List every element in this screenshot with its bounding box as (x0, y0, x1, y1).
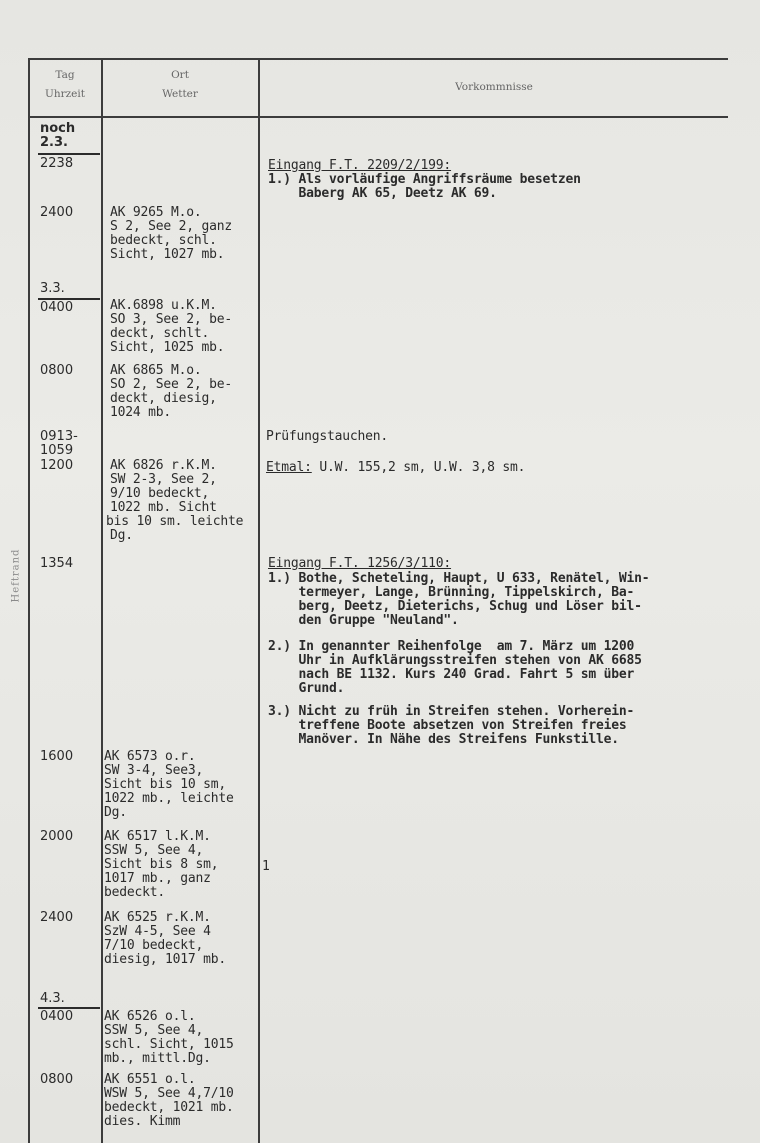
time-1600: 1600 (40, 749, 74, 764)
time-1200: 1200 (40, 458, 74, 473)
event-incoming-message-title: Eingang F.T. 2209/2/199: (268, 158, 452, 173)
margin-label: Heftrand (10, 548, 22, 603)
table-top-rule (28, 58, 728, 60)
time-0400: 0400 (40, 300, 74, 315)
time-2400: 2400 (40, 205, 74, 220)
header-vorkommnisse: Vorkommnisse (455, 81, 533, 93)
header-tag-uhrzeit: Tag Uhrzeit (45, 69, 85, 100)
header-ort-wetter: Ort Wetter (162, 69, 198, 100)
time-2400: 2400 (40, 910, 74, 925)
time-1354: 1354 (40, 556, 74, 571)
time-noch: noch (40, 121, 76, 136)
column-divider-2 (258, 58, 260, 1143)
time-0400: 0400 (40, 1009, 74, 1024)
time-2000: 2000 (40, 829, 74, 844)
time-date-4-3: 4.3. (40, 991, 65, 1006)
time-2238: 2238 (40, 156, 74, 171)
time-1059: 1059 (40, 443, 74, 458)
time-0800: 0800 (40, 363, 74, 378)
time-0800: 0800 (40, 1072, 74, 1087)
event-line: 1.) Als vorläufige Angriffsräume besetzen (268, 172, 581, 187)
time-date-2-3: 2.3. (40, 135, 68, 150)
document-page: Tag Uhrzeit Ort Wetter Vorkommnisse Heftrand noch 2.3. 2238 2400 3.3. 0400 0800 0913- 1059 1200 1354 1600 2000 2400 4.3. 0400 0800 AK 9265 M.o. S 2, See 2, ganz bedeckt, schl. Sicht, 1027 mb. AK.6898 u.K.M. SO 3, See 2, be- deckt, schlt. Sicht, 1025 mb. AK 6865 M.o. SO 2, See 2, be- deckt, diesig, 1024 mb. AK 6826 r.K.M. SW 2-3, See 2, 9/10 bedeckt, 1022 mb. Sicht bis 10 sm. leichte Dg. AK 6573 o.r. SW 3-4, See3, Sicht bis 10 sm, 1022 mb., leichte Dg. AK 6517 l.K.M. SSW 5, See 4, Sicht bis 8 sm, 1017 mb., ganz bedeckt. 1 AK 6525 r.K.M. SzW 4-5, See 4 7/10 bedeckt, diesig, 1017 mb. AK 6526 o.l. SSW 5, See 4, schl. Sicht, 1015 mb., mittl.Dg. AK 6551 o.l. WSW 5, See 4,7/10 bedeckt, 1021 mb. dies. Kimm Eingang F.T. 2209/2/199: 1.) Als vorläufige Angriffsräume besetzen Baberg AK 65, Deetz AK 69. Prüfungstauchen. Etmal: U.W. 155,2 sm, U.W. 3,8 sm. Eingang F.T. 1256/3/110: 1.) Bothe, Scheteling, Haupt, U 633, Renätel, Win- termeyer, Lange, Brünning, Tippelskirch, Ba- berg, Deetz, Dieterichs, Schug und Löser bil- den Gruppe "Neuland". 2.) In genannter Reihenfolge am 7. März um 1200 Uhr in Aufklärungsstreifen stehen von AK 6685 nach BE 1132. Kurs 240 Grad. Fahrt 5 sm über Grund. 3.) Nicht zu früh in Streifen stehen. Vorherein- treffene Boote absetzen von Streifen freies Manöver. In Nähe des Streifens Funkstille. (0, 0, 760, 1143)
time-0913: 0913- (40, 429, 78, 444)
column-divider-1 (101, 58, 103, 1143)
margin-mark: 1 (262, 859, 270, 874)
event-test-dive: Prüfungstauchen. (266, 429, 389, 444)
event-line: Baberg AK 65, Deetz AK 69. (268, 186, 497, 201)
time-date-3-3: 3.3. (40, 281, 65, 296)
date-underline (38, 153, 100, 155)
header-bottom-rule (28, 116, 728, 118)
event-etmal: Etmal: U.W. 155,2 sm, U.W. 3,8 sm. (266, 460, 526, 475)
column-divider-left (28, 58, 30, 1143)
event-incoming-message-title: Eingang F.T. 1256/3/110: (268, 556, 452, 571)
